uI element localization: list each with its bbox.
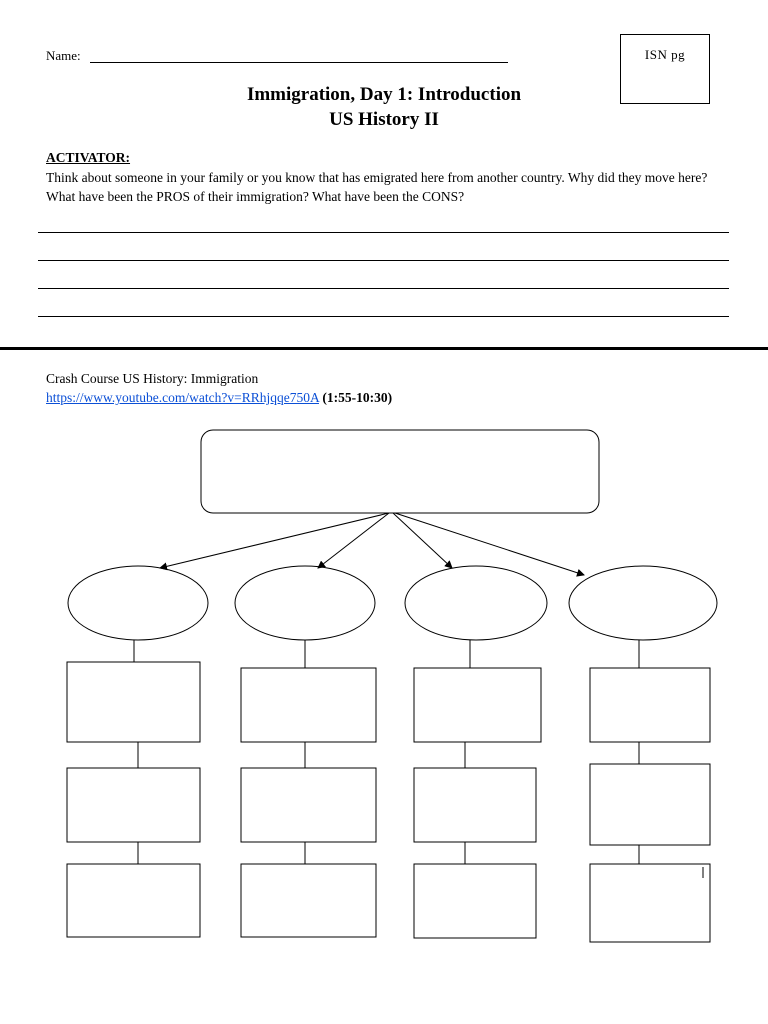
name-label: Name: (46, 48, 81, 63)
arrow-connector (393, 513, 452, 568)
detail-box[interactable] (241, 668, 376, 742)
branch-oval-2[interactable] (235, 566, 375, 640)
detail-box[interactable] (241, 864, 376, 937)
isn-page-label: ISN pg (644, 47, 686, 62)
detail-box[interactable] (414, 668, 541, 742)
video-link[interactable]: https://www.youtube.com/watch?v=RRhjqqe750A (46, 390, 319, 405)
branch-oval-4[interactable] (569, 566, 717, 640)
activator-prompt: Think about someone in your family or you know that has emigrated here from another country. Why did they move here? What have been the PROS of their immigration? What have been the CONS? (46, 170, 708, 204)
detail-box[interactable] (590, 668, 710, 742)
center-topic-box[interactable] (201, 430, 599, 513)
detail-box[interactable] (241, 768, 376, 842)
arrow-connector (160, 513, 389, 568)
branch-oval-1[interactable] (68, 566, 208, 640)
detail-box[interactable] (590, 864, 710, 942)
video-title: Crash Course US History: Immigration (46, 371, 259, 386)
branch-oval-3[interactable] (405, 566, 547, 640)
detail-box[interactable] (67, 768, 200, 842)
page-title: Immigration, Day 1: Introduction (246, 84, 522, 105)
video-time-range: (1:55-10:30) (322, 390, 393, 405)
detail-box[interactable] (67, 662, 200, 742)
arrow-connector (395, 513, 584, 575)
page-subtitle: US History II (329, 109, 439, 130)
detail-box[interactable] (67, 864, 200, 937)
detail-box[interactable] (414, 768, 536, 842)
detail-box[interactable] (414, 864, 536, 938)
activator-heading: ACTIVATOR: (46, 150, 131, 165)
detail-box[interactable] (590, 764, 710, 845)
